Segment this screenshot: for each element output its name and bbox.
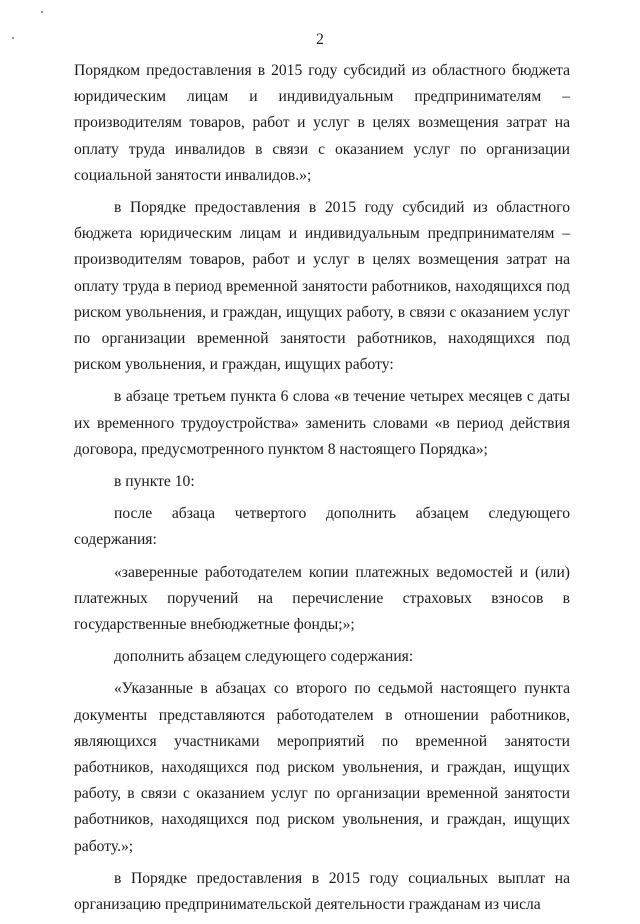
paragraph: в пункте 10: [114,473,195,491]
document-body [74,58,570,924]
paragraph: дополнить абзацем следующего содержания: [114,648,414,666]
page-number: 2 [316,31,324,48]
paragraph: после абзаца четвертого дополнить абзацем следующего содержания: [74,505,570,549]
paragraph: «Указанные в абзацах со второго по седьмой настоящего пункта документы представляются работодателем в отношении работников, являющихся участниками мероприятий по временной занятости работников, находящихся под риском увольнения, и граждан, ищущих работу, в связи с оказанием услуг по организации временной занятости работников, находящихся под риском увольнения, и граждан, ищущих работу.»; [74,680,570,855]
paragraph: в Порядке предоставления в 2015 году субсидий из областного бюджета юридическим лицам и индивидуальным предпринимателям – производителям товаров, работ и услуг в целях возмещения затрат на оплату труда в период временной занятости работников, находящихся под риском увольнения, и граждан, ищущих работу, в связи с оказанием услуг по организации временной занятости работников, находящихся под риском увольнения, и граждан, ищущих работу: [74,199,570,374]
paragraph: Порядком предоставления в 2015 году субсидий из областного бюджета юридическим лицам и индивидуальным предпринимателям – производителям товаров, работ и услуг в целях возмещения затрат на оплату труда инвалидов в связи с оказанием услуг по организации социальной занятости инвалидов.»; [74,62,570,184]
paragraph: в Порядке предоставления в 2015 году социальных выплат на организацию предпринимательской деятельности гражданам из числа [74,869,570,914]
scan-speck [41,11,43,13]
paragraph: «заверенные работодателем копии платежных ведомостей и (или) платежных поручений на перечисление страховых взносов в государственные внебюджетные фонды;»; [74,563,570,634]
paragraph: в абзаце третьем пункта 6 слова «в течение четырех месяцев с даты их временного трудоустройства» заменить словами «в период действия договора, предусмотренного пунктом 8 настоящего Порядка»; [74,388,570,458]
